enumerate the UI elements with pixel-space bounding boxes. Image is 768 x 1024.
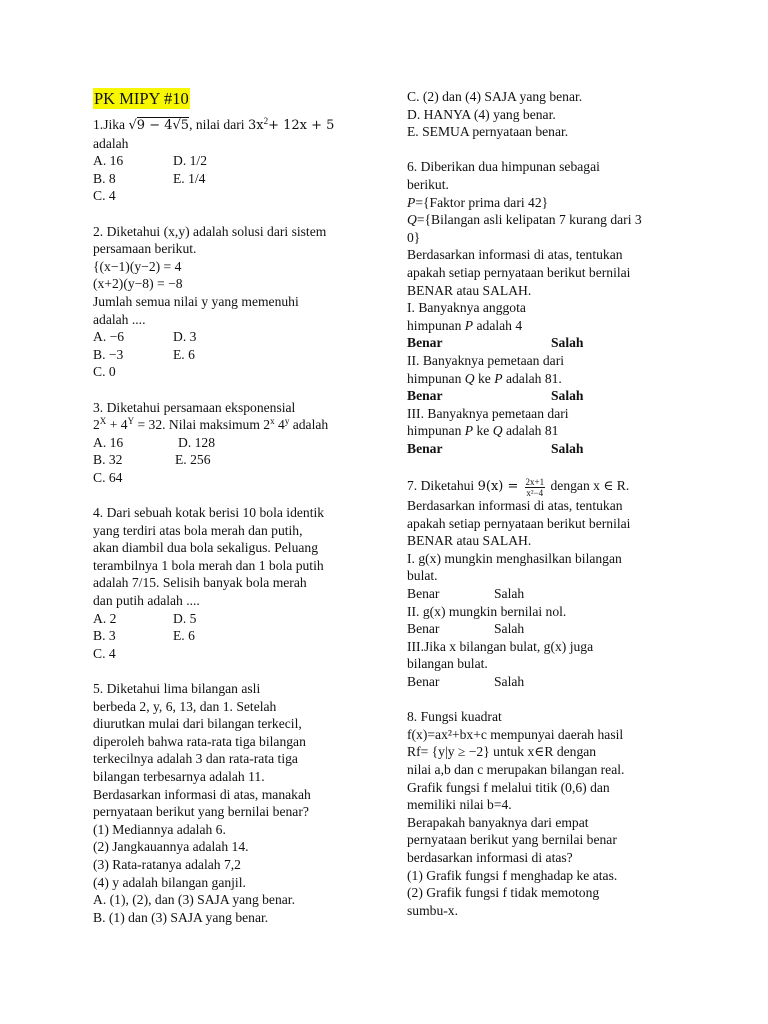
q4-options-row-3: C. 4 <box>93 645 116 661</box>
q6-statement-1-line-1: I. Banyaknya anggota <box>407 300 526 316</box>
q7-stem: 7. Diketahui 9(x) = $\frac{2x+1}{\text{x²−4}}$ dengan x ∈ R. <box>407 477 630 499</box>
q5-statement-1: (1) Mediannya adalah 6. <box>93 821 226 837</box>
q6-line-8: BENAR atau SALAH. <box>407 282 532 298</box>
q7-line-4: BENAR atau SALAH. <box>407 533 532 549</box>
q6-line-1: 6. Diberikan dua himpunan sebagai <box>407 159 600 175</box>
question-5-continued <box>407 88 677 141</box>
q5-line-2: berbeda 2, y, 6, 13, dan 1. Setelah <box>93 698 277 714</box>
q2-line-2: persamaan berikut. <box>93 241 197 257</box>
q6-statement-1-choices <box>407 334 677 352</box>
q6-set-p: P={Faktor prima dari 42} <box>407 194 549 210</box>
page-title: PK MIPY #10 <box>94 89 189 108</box>
q7-line-3: apakah setiap pernyataan berikut bernilai <box>407 515 631 531</box>
q7-line-2: Berdasarkan informasi di atas, tentukan <box>407 498 623 514</box>
q5-option-b: B. (1) dan (3) SAJA yang benar. <box>93 909 269 925</box>
benar-choice[interactable]: Benar <box>407 335 443 351</box>
q8-line-5: Grafik fungsi f melalui titik (0,6) dan <box>407 779 610 795</box>
q2-line-1: 2. Diketahui (x,y) adalah solusi dari sistem <box>93 223 327 239</box>
question-3 <box>93 399 393 487</box>
q4-line-1: 4. Dari sebuah kotak berisi 10 bola identik <box>93 505 325 521</box>
q4-options-row-1: A. 2 D. 5 <box>93 610 197 626</box>
q1-stem-line2: adalah <box>93 135 129 151</box>
q8-line-8: pernyataan berikut yang bernilai benar <box>407 832 617 848</box>
q6-line-7: apakah setiap pernyataan berikut bernilai <box>407 264 631 280</box>
benar-choice[interactable]: Benar <box>407 674 440 689</box>
question-8 <box>407 708 677 919</box>
salah-choice[interactable]: Salah <box>494 621 525 637</box>
q1-options-row-1: A. 16 D. 1/2 <box>93 153 207 169</box>
benar-choice[interactable]: Benar <box>407 621 440 637</box>
q8-line-7: Berapakah banyaknya dari empat <box>407 814 589 830</box>
q6-line-5: 0} <box>407 229 421 245</box>
q2-options-row-3: C. 0 <box>93 364 116 380</box>
q4-line-6: dan putih adalah .... <box>93 593 200 609</box>
q5-option-a: A. (1), (2), dan (3) SAJA yang benar. <box>93 892 295 908</box>
q6-statement-3-choices <box>407 440 677 458</box>
q5-line-1: 5. Diketahui lima bilangan asli <box>93 681 261 696</box>
q8-line-3: Rf= {y|y ≥ −2} untuk x∈R dengan <box>407 744 597 760</box>
q8-line-2: f(x)=ax²+bx+c mempunyai daerah hasil <box>407 726 624 742</box>
q5-option-d: D. HANYA (4) yang benar. <box>407 106 556 122</box>
q8-line-9: berdasarkan informasi di atas? <box>407 849 573 865</box>
q3-options-row-3: C. 64 <box>93 469 123 485</box>
q7-statement-3-line-2: bilangan bulat. <box>407 656 488 672</box>
left-column <box>93 116 393 926</box>
q6-set-q: Q={Bilangan asli kelipatan 7 kurang dari 3 <box>407 212 642 228</box>
q1-stem: 1.Jika √9 − 4√5, nilai dari $3x^2+ 12x + 5$ <box>93 116 335 133</box>
q8-line-1: 8. Fungsi kuadrat <box>407 709 502 725</box>
q6-statement-2-line-1: II. Banyaknya pemetaan dari <box>407 352 565 368</box>
salah-choice[interactable]: Salah <box>551 440 584 456</box>
q8-line-12: sumbu-x. <box>407 902 458 918</box>
q5-line-5: terkecilnya adalah 3 dan rata-rata tiga <box>93 751 298 767</box>
salah-choice[interactable]: Salah <box>551 335 584 351</box>
q8-statement-1: (1) Grafik fungsi f menghadap ke atas. <box>407 867 618 883</box>
q7-statement-2-choices <box>407 620 677 638</box>
q6-statement-3-line-2: himpunan P ke Q adalah 81 <box>407 423 559 439</box>
q6-statement-2-choices <box>407 387 677 405</box>
q2-equation-2: (x+2)(y−8) = −8 <box>93 276 183 292</box>
benar-choice[interactable]: Benar <box>407 586 440 602</box>
q4-line-4: terambilnya 1 bola merah dan 1 bola putih <box>93 557 324 573</box>
q4-line-3: akan diambil dua bola sekaligus. Peluang <box>93 540 319 556</box>
q5-statement-3: (3) Rata-ratanya adalah 7,2 <box>93 856 241 872</box>
q4-line-5: adalah 7/15. Selisih banyak bola merah <box>93 575 307 591</box>
q8-statement-2: (2) Grafik fungsi f tidak memotong <box>407 885 600 901</box>
q5-line-6: bilangan terbesarnya adalah 11. <box>93 768 265 784</box>
right-column <box>407 88 677 919</box>
q3-equation: $2^X + 4^Y = 32$. Nilai maksimum 2$^x$ 4$^y$ adalah <box>93 416 329 433</box>
q6-line-6: Berdasarkan informasi di atas, tentukan <box>407 247 623 263</box>
q2-options-row-1: A. −6 D. 3 <box>93 329 197 345</box>
q8-line-4: nilai a,b dan c merupakan bilangan real. <box>407 761 625 777</box>
q1-options-row-2: B. 8 E. 1/4 <box>93 170 206 186</box>
q2-line-5: Jumlah semua nilai y yang memenuhi <box>93 293 299 309</box>
q2-line-6: adalah .... <box>93 311 146 327</box>
q7-statement-1-line-2: bulat. <box>407 568 438 584</box>
q7-statement-2: II. g(x) mungkin bernilai nol. <box>407 603 567 619</box>
q5-line-7: Berdasarkan informasi di atas, manakah <box>93 786 311 802</box>
salah-choice[interactable]: Salah <box>494 674 525 689</box>
q2-equation-1: {(x−1)(y−2) = 4 <box>93 258 182 274</box>
q4-options-row-2: B. 3 E. 6 <box>93 628 195 644</box>
q3-options-row-2: B. 32 E. 256 <box>93 452 211 468</box>
q7-statement-1-line-1: I. g(x) mungkin menghasilkan bilangan <box>407 550 622 566</box>
question-5 <box>93 680 393 926</box>
q5-statement-2: (2) Jangkauannya adalah 14. <box>93 839 249 855</box>
q5-line-4: diperoleh bahwa rata-rata tiga bilangan <box>93 733 306 749</box>
q6-statement-2-line-2: himpunan Q ke P adalah 81. <box>407 370 562 386</box>
salah-choice[interactable]: Salah <box>494 586 525 602</box>
question-1 <box>93 116 393 205</box>
q5-line-8: pernyataan berikut yang bernilai benar? <box>93 804 309 820</box>
q2-options-row-2: B. −3 E. 6 <box>93 346 195 362</box>
q7-statement-3-choices <box>407 673 677 691</box>
q5-statement-4: (4) y adalah bilangan ganjil. <box>93 874 246 890</box>
q6-statement-3-line-1: III. Banyaknya pemetaan dari <box>407 405 569 421</box>
question-6 <box>407 158 677 457</box>
q8-line-6: memiliki nilai b=4. <box>407 797 512 813</box>
question-7 <box>407 475 677 691</box>
q7-statement-3-line-1: III.Jika x bilangan bulat, g(x) juga <box>407 638 594 654</box>
benar-choice[interactable]: Benar <box>407 388 443 404</box>
q7-fraction: $\frac{2x+1}{\text{x²−4}}$ <box>525 477 545 499</box>
question-4 <box>93 504 393 662</box>
q5-option-c: C. (2) dan (4) SAJA yang benar. <box>407 89 583 104</box>
q6-line-2: berikut. <box>407 176 449 192</box>
question-2 <box>93 223 393 381</box>
q3-line-1: 3. Diketahui persamaan eksponensial <box>93 399 296 415</box>
q5-line-3: diurutkan mulai dari bilangan terkecil, <box>93 716 302 732</box>
benar-choice[interactable]: Benar <box>407 440 443 456</box>
q1-options-row-3: C. 4 <box>93 188 116 204</box>
q7-statement-1-choices <box>407 585 677 603</box>
q5-option-e: E. SEMUA pernyataan benar. <box>407 124 569 140</box>
salah-choice[interactable]: Salah <box>551 388 584 404</box>
q3-options-row-1: A. 16 D. 128 <box>93 434 216 450</box>
q6-statement-1-line-2: himpunan P adalah 4 <box>407 317 523 333</box>
q4-line-2: yang terdiri atas bola merah dan putih, <box>93 522 303 538</box>
